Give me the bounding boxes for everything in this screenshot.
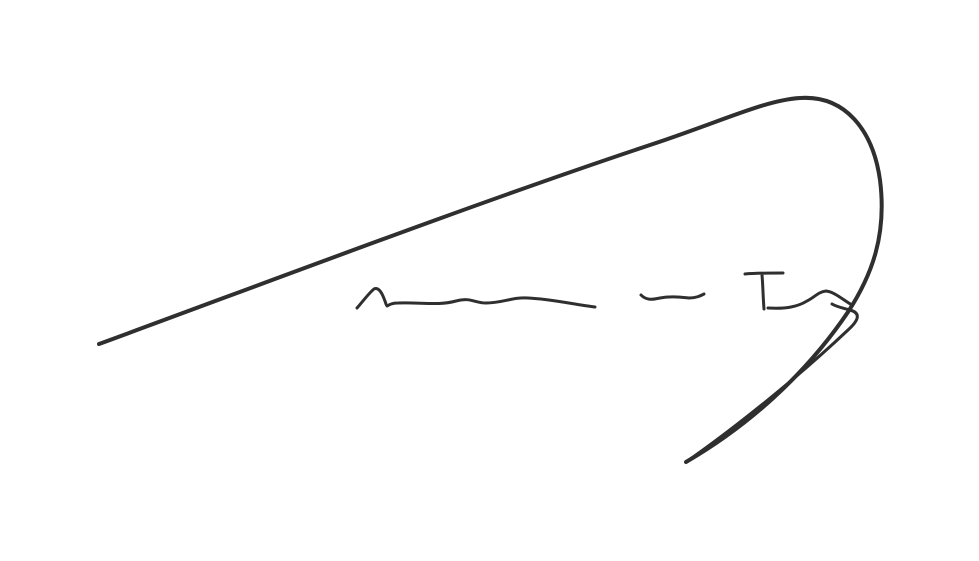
signature-main-swoop (99, 98, 882, 462)
signature-final-initial-stem (745, 273, 783, 309)
signature-middle-mark (641, 294, 704, 299)
signature-return-stroke (686, 304, 857, 462)
signature-first-word (357, 289, 595, 308)
